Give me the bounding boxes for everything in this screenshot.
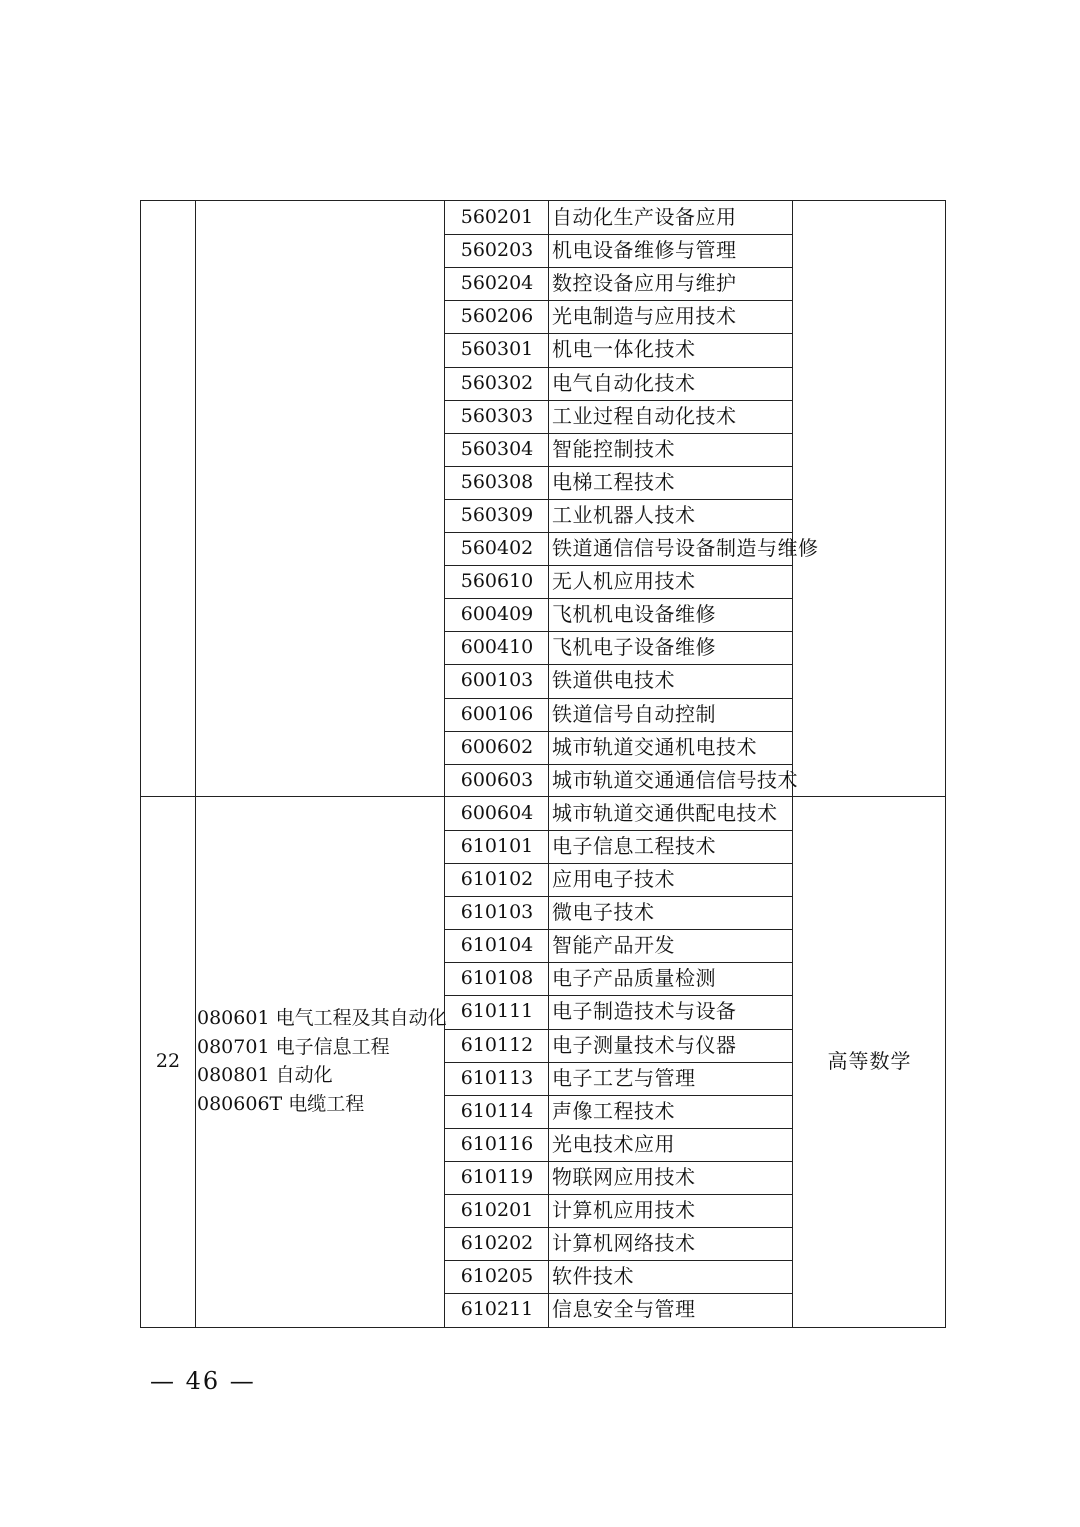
row-divider: [444, 1161, 792, 1162]
table-cell-name: 智能控制技术: [552, 436, 675, 461]
row-divider: [444, 995, 792, 996]
table-cell-name: 电气自动化技术: [552, 370, 696, 395]
table-cell-name: 自动化生产设备应用: [552, 205, 737, 229]
table-cell-code: 610111: [460, 1000, 534, 1023]
table-cell-name: 城市轨道交通通信信号技术: [552, 767, 798, 792]
table-cell-name: 电子工艺与管理: [552, 1065, 696, 1090]
row-divider: [444, 962, 792, 963]
table-cell-code: 600410: [460, 636, 534, 659]
page-number: — 46 —: [150, 1367, 256, 1395]
undergraduate-majors: [197, 1004, 447, 1118]
row-divider: [444, 731, 792, 732]
row-divider: [444, 863, 792, 864]
table-cell-name: 铁道信号自动控制: [552, 701, 716, 726]
sequence-number: 22: [155, 1050, 181, 1072]
row-divider: [444, 499, 792, 500]
row-divider: [444, 929, 792, 930]
row-divider: [444, 367, 792, 368]
table-cell-name: 物联网应用技术: [552, 1164, 696, 1189]
table-cell-name: 铁道通信信号设备制造与维修: [552, 536, 819, 560]
row-divider: [444, 400, 792, 401]
exam-subject: 高等数学: [827, 1049, 912, 1073]
table-cell-name: 电子信息工程技术: [552, 833, 716, 858]
table-cell-name: 计算机网络技术: [552, 1231, 696, 1256]
row-divider: [444, 896, 792, 897]
major-item: 080701 电子信息工程: [197, 1035, 390, 1058]
table-cell-code: 560302: [460, 371, 534, 394]
row-divider: [444, 565, 792, 566]
table-cell-name: 城市轨道交通供配电技术: [552, 800, 778, 825]
table-cell-name: 光电技术应用: [552, 1131, 675, 1156]
row-divider: [444, 1227, 792, 1228]
row-divider: [444, 764, 792, 765]
table-cell-code: 610116: [460, 1132, 534, 1155]
table-cell-name: 软件技术: [552, 1264, 634, 1289]
table-cell-name: 信息安全与管理: [552, 1297, 696, 1322]
table-cell-name: 声像工程技术: [552, 1098, 675, 1123]
table-cell-code: 610102: [460, 868, 534, 890]
table-cell-code: 560203: [460, 239, 534, 262]
row-divider: [444, 532, 792, 533]
table-cell-name: 飞机机电设备维修: [552, 602, 716, 627]
row-divider: [444, 466, 792, 467]
table-cell-code: 600409: [460, 603, 534, 626]
table-cell-name: 工业机器人技术: [552, 502, 696, 527]
table-cell-code: 610103: [460, 901, 534, 924]
column-divider: [792, 200, 793, 1328]
table-cell-code: 560206: [460, 305, 534, 328]
table-cell-name: 电梯工程技术: [552, 469, 675, 494]
row-divider: [444, 1062, 792, 1063]
row-divider: [444, 698, 792, 699]
row-divider: [444, 300, 792, 301]
table-cell-code: 610112: [460, 1033, 534, 1056]
table-cell-name: 计算机应用技术: [552, 1198, 696, 1222]
table-cell-name: 电子制造技术与设备: [552, 999, 737, 1024]
row-divider: [444, 433, 792, 434]
table-cell-code: 610119: [460, 1165, 534, 1188]
table-cell-code: 610104: [460, 934, 534, 957]
row-divider: [444, 1029, 792, 1030]
table-cell-code: 610113: [460, 1066, 534, 1089]
table-cell-code: 600603: [460, 768, 534, 791]
table-cell-code: 610202: [460, 1232, 534, 1255]
table-cell-code: 560402: [460, 537, 534, 559]
table-cell-code: 600103: [460, 669, 534, 692]
table-cell-code: 600602: [460, 735, 534, 758]
row-divider: [444, 631, 792, 632]
table-cell-code: 610101: [460, 834, 534, 857]
table-cell-code: 610211: [460, 1298, 534, 1321]
table-cell-name: 工业过程自动化技术: [552, 403, 737, 428]
row-divider: [444, 664, 792, 665]
row-divider: [444, 598, 792, 599]
major-item: 080606T 电缆工程: [197, 1092, 365, 1115]
table-cell-name: 智能产品开发: [552, 933, 675, 958]
table-cell-name: 电子测量技术与仪器: [552, 1032, 737, 1057]
table-cell-code: 560309: [460, 503, 534, 526]
table-cell-code: 560301: [460, 338, 534, 361]
row-divider: [444, 1260, 792, 1261]
table-cell-code: 560610: [460, 570, 534, 593]
table-cell-name: 应用电子技术: [552, 867, 675, 891]
row-divider: [444, 1095, 792, 1096]
major-item: 080601 电气工程及其自动化: [197, 1007, 447, 1029]
row-divider: [444, 333, 792, 334]
row-divider: [444, 1194, 792, 1195]
table-cell-code: 560304: [460, 437, 534, 460]
table-cell-name: 电子产品质量检测: [552, 966, 716, 991]
table-cell-code: 560204: [460, 272, 534, 295]
table-cell-code: 610114: [460, 1099, 534, 1122]
table-cell-name: 铁道供电技术: [552, 668, 675, 693]
table-cell-name: 无人机应用技术: [552, 569, 696, 594]
table-cell-code: 610201: [460, 1199, 534, 1221]
table-cell-name: 飞机电子设备维修: [552, 635, 716, 660]
table-cell-code: 610108: [460, 967, 534, 990]
table-cell-code: 560201: [460, 206, 534, 228]
column-divider: [195, 200, 196, 1328]
table-cell-code: 610205: [460, 1265, 534, 1288]
table-cell-name: 光电制造与应用技术: [552, 304, 737, 329]
table-cell-name: 城市轨道交通机电技术: [552, 734, 757, 759]
row-divider: [444, 234, 792, 235]
row-divider: [444, 1128, 792, 1129]
row-divider: [444, 1293, 792, 1294]
table-cell-code: 560308: [460, 470, 534, 493]
table-cell-name: 微电子技术: [552, 900, 655, 925]
table-cell-code: 560303: [460, 404, 534, 427]
table-cell-name: 数控设备应用与维护: [552, 271, 737, 296]
row-divider: [444, 267, 792, 268]
table-cell-code: 600106: [460, 702, 534, 725]
table-cell-name: 机电一体化技术: [552, 337, 696, 362]
table-cell-code: 600604: [460, 801, 534, 824]
major-item: 080801 自动化: [197, 1064, 333, 1086]
row-divider: [444, 830, 792, 831]
table-cell-name: 机电设备维修与管理: [552, 238, 737, 263]
